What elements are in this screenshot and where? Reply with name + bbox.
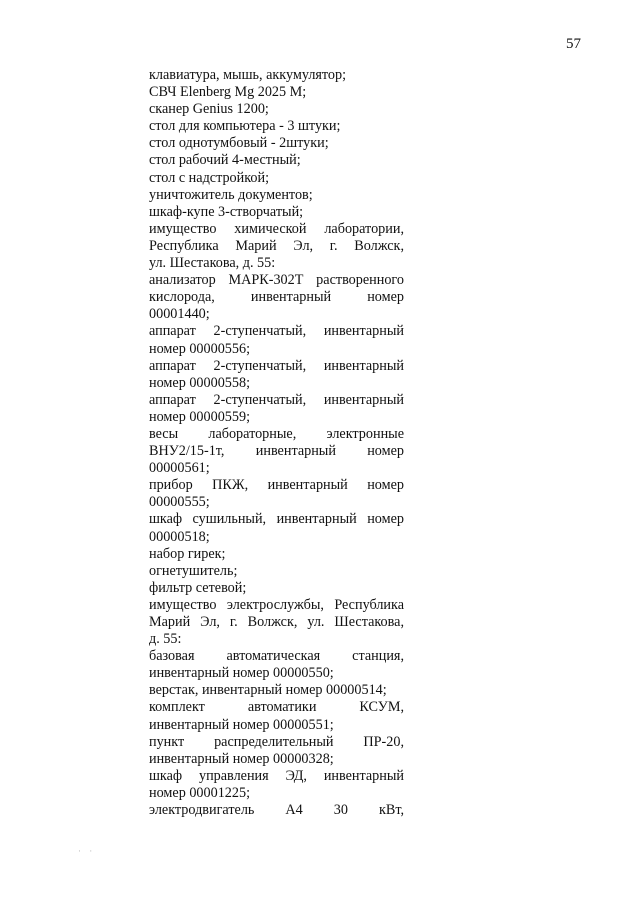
- text-line: стол однотумбовый - 2штуки;: [149, 135, 329, 152]
- text-line: прибор ПКЖ, инвентарный номер: [149, 477, 404, 494]
- text-line: шкаф сушильный, инвентарный номер: [149, 511, 404, 528]
- text-line: д. 55:: [149, 631, 182, 648]
- text-line: стол для компьютера - 3 штуки;: [149, 118, 341, 135]
- text-line: номер 00000556;: [149, 340, 251, 357]
- text-line: шкаф-купе 3-створчатый;: [149, 203, 304, 220]
- text-line: имущество электрослужбы, Республика: [149, 596, 404, 613]
- text-line: клавиатура, мышь, аккумулятор;: [149, 67, 347, 83]
- text-line: сканер Genius 1200;: [149, 101, 269, 118]
- text-line: аппарат 2-ступенчатый, инвентарный: [149, 391, 404, 408]
- text-line: шкаф управления ЭД, инвентарный: [149, 767, 404, 784]
- text-line: 00001440;: [149, 306, 210, 323]
- text-line: инвентарный номер 00000550;: [149, 665, 334, 682]
- scan-speck: · ·: [78, 846, 96, 856]
- document-body: [149, 67, 404, 819]
- text-line: кислорода, инвентарный номер: [149, 289, 404, 306]
- text-line: набор гирек;: [149, 545, 226, 562]
- text-line: базовая автоматическая станция,: [149, 648, 404, 665]
- text-line: инвентарный номер 00000328;: [149, 750, 334, 767]
- text-line: комплект автоматики КСУМ,: [149, 699, 404, 716]
- text-line: электродвигатель А4 30 кВт,: [149, 802, 404, 819]
- text-line: ВНУ2/15-1т, инвентарный номер: [149, 443, 404, 460]
- text-line: 00000518;: [149, 528, 210, 545]
- text-line: уничтожитель документов;: [149, 186, 313, 203]
- text-line: СВЧ Elenberg Mg 2025 M;: [149, 84, 307, 101]
- text-line: анализатор МАРК-302Т растворенного: [149, 272, 404, 289]
- text-line: огнетушитель;: [149, 562, 238, 579]
- text-line: инвентарный номер 00000551;: [149, 716, 334, 733]
- text-line: аппарат 2-ступенчатый, инвентарный: [149, 357, 404, 374]
- text-line: фильтр сетевой;: [149, 579, 247, 596]
- text-line: номер 00000559;: [149, 408, 251, 425]
- text-line: стол рабочий 4-местный;: [149, 152, 301, 169]
- text-line: 00000561;: [149, 460, 210, 477]
- text-line: Марий Эл, г. Волжск, ул. Шестакова,: [149, 614, 404, 630]
- text-line: пункт распределительный ПР-20,: [149, 733, 404, 750]
- page-number: 57: [566, 36, 581, 52]
- text-line: номер 00000558;: [149, 374, 251, 391]
- text-line: верстак, инвентарный номер 00000514;: [149, 682, 387, 699]
- text-line: стол с надстройкой;: [149, 169, 270, 186]
- text-line: имущество химической лаборатории,: [149, 220, 404, 237]
- text-line: Республика Марий Эл, г. Волжск,: [149, 237, 404, 254]
- text-line: ул. Шестакова, д. 55:: [149, 255, 276, 272]
- text-line: весы лабораторные, электронные: [149, 425, 404, 442]
- text-line: 00000555;: [149, 494, 210, 511]
- text-line: аппарат 2-ступенчатый, инвентарный: [149, 323, 404, 340]
- text-line: номер 00001225;: [149, 784, 251, 801]
